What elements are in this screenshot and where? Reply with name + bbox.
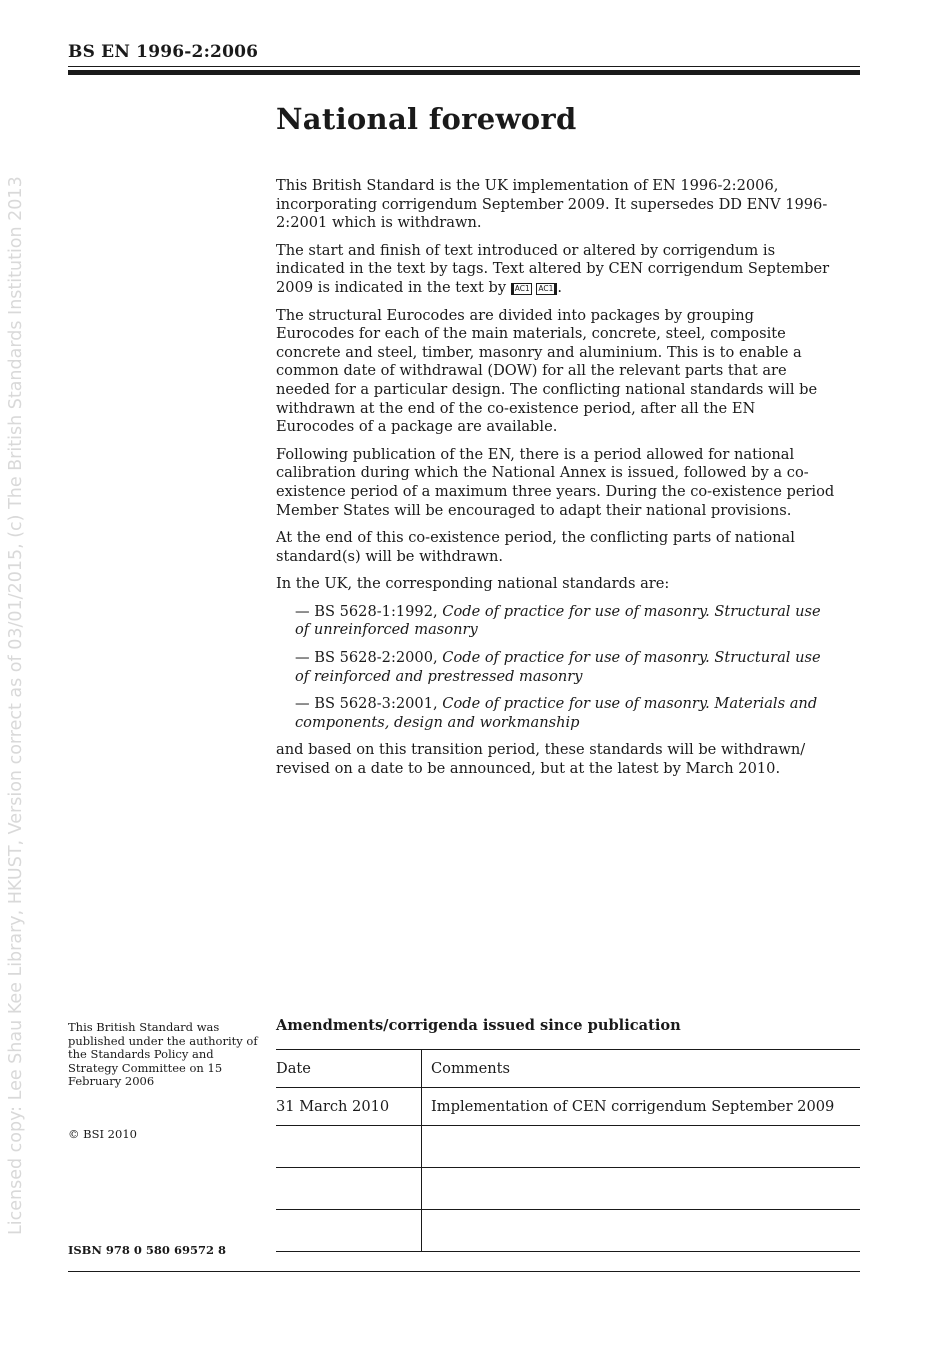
list-item — [295, 603, 836, 640]
paragraph-coexistence-end: At the end of this co-existence period, the conflicting parts of national standard(s) will be withdrawn. — [276, 529, 795, 565]
amendments-title: Amendments/corrigenda issued since publication — [276, 1017, 681, 1034]
standard-ref: — BS 5628-3:2001, — [295, 695, 438, 713]
copyright-notice: © BSI 2010 — [68, 1127, 137, 1141]
standard-title: Code of practice for use of masonry. Structural use of reinforced and prestressed masonry — [295, 649, 821, 685]
header-rule-thick — [68, 70, 860, 75]
ac1-open-tag-icon: AC1 — [511, 283, 532, 295]
empty-cell — [422, 1168, 861, 1210]
paragraph-corrigendum-tags — [276, 242, 836, 298]
foreword-body — [276, 177, 836, 788]
paragraph-uk-standards-intro: In the UK, the corresponding national standards are: — [276, 575, 670, 593]
empty-cell — [276, 1168, 422, 1210]
list-item — [295, 649, 836, 686]
isbn: ISBN 978 0 580 69572 8 — [68, 1243, 226, 1257]
paragraph-calibration: Following publication of the EN, there is a period allowed for national calibration during which the National Annex is issued, followed by a co-existence period of a maximum three years. During the co-existence period Member States will be encouraged to adapt their national provisions. — [276, 445, 835, 519]
footer-rule — [68, 1271, 860, 1272]
standard-id: BS EN 1996-2:2006 — [68, 42, 259, 62]
header-rule-thin — [68, 66, 860, 67]
standard-title: Code of practice for use of masonry. Materials and components, design and workmanship — [295, 695, 818, 731]
paragraph-corrigendum-end: . — [557, 278, 563, 296]
paragraph-eurocode-packages: The structural Eurocodes are divided into packages by grouping Eurocodes for each of the main materials, concrete, steel, composite concrete and steel, timber, masonry and aluminium. This is to enable a common date of withdrawal (DOW) for all the relevant parts that are needed for a particular design. The conflicting national standards will be withdrawn at the end of the co-existence period, after all the EN Eurocodes of a package are available. — [276, 306, 818, 436]
table-row — [276, 1088, 860, 1126]
license-watermark: Licensed copy: Lee Shau Kee Library, HKUST, Version correct as of 03/01/2015, (c) The British Standards Institution 2013 — [6, 176, 26, 1235]
amendment-comment: Implementation of CEN corrigendum September 2009 — [422, 1088, 861, 1126]
paragraph-implementation: This British Standard is the UK implementation of EN 1996-2:2006, incorporating corrigendum September 2009. It supersedes DD ENV 1996-2:2001 which is withdrawn. — [276, 177, 828, 232]
empty-cell — [422, 1126, 861, 1168]
empty-cell — [276, 1210, 422, 1252]
standard-title: Code of practice for use of masonry. Structural use of unreinforced masonry — [295, 602, 821, 639]
standard-ref: — BS 5628-1:1992, — [295, 602, 438, 620]
column-header-comments: Comments — [422, 1050, 861, 1088]
publication-note: This British Standard was published under the authority of the Standards Policy and Strategy Committee on 15 February 2006 — [68, 1020, 258, 1089]
list-item — [295, 695, 836, 732]
amendments-table — [276, 1049, 860, 1252]
standard-ref: — BS 5628-2:2000, — [295, 649, 438, 667]
empty-cell — [276, 1126, 422, 1168]
ac1-close-tag-icon: AC1 — [536, 283, 557, 295]
paragraph-transition: and based on this transition period, these standards will be withdrawn/ revised on a date to be announced, but at the latest by March 2010. — [276, 741, 806, 778]
table-row-empty — [276, 1126, 860, 1168]
table-row-empty — [276, 1168, 860, 1210]
paragraph-corrigendum-text: The start and finish of text introduced or altered by corrigendum is indicated in the text by tags. Text altered by CEN corrigendum September 2009 is indicated in the text by — [276, 241, 830, 296]
table-header-row — [276, 1050, 860, 1088]
page-title: National foreword — [276, 102, 577, 136]
empty-cell — [422, 1210, 861, 1252]
table-row-empty — [276, 1210, 860, 1252]
amendment-date: 31 March 2010 — [276, 1088, 422, 1126]
column-header-date: Date — [276, 1050, 422, 1088]
